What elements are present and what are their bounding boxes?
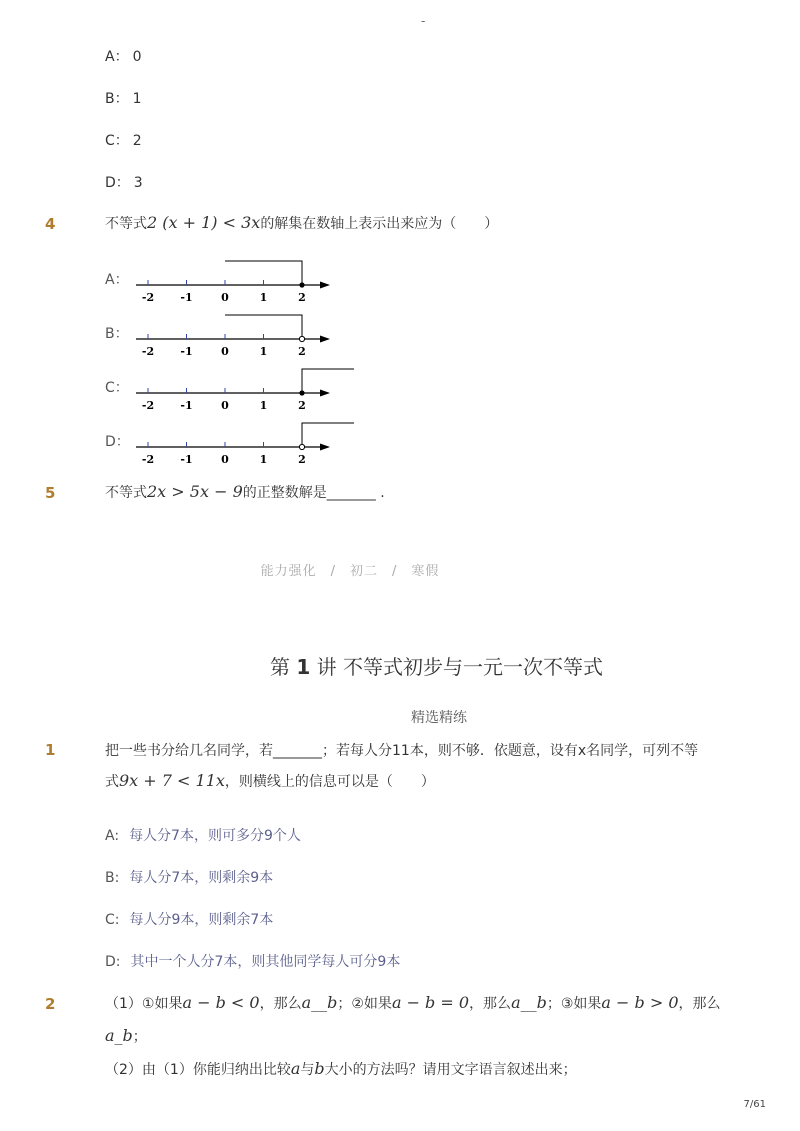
tick-label: 2 — [298, 453, 306, 466]
hollow-point — [299, 336, 304, 341]
tick-label: 1 — [259, 399, 268, 412]
tick-label: 0 — [221, 453, 229, 466]
option-a: A: 每人分7本，则可多分9个人 — [105, 828, 301, 844]
axis-arrow — [320, 444, 330, 451]
page-number: 7/61 — [743, 1099, 766, 1110]
question-text-line1: 把一些书分给几名同学，若_______；若每人分11本，则不够．依题意，设有x名同学，可列不等 — [105, 743, 699, 759]
question-text-line1: （1）①如果a − b < 0，那么a__b；②如果a − b = 0，那么a__b；③如果a − b > 0，那么 — [105, 993, 721, 1012]
tick-label: -1 — [180, 345, 193, 358]
option-b: B： 1 — [105, 91, 142, 107]
option-b-label: B： — [105, 326, 129, 342]
solution-bracket — [302, 423, 354, 447]
solution-bracket — [302, 369, 354, 393]
tick-label: -1 — [180, 399, 193, 412]
question-text: 不等式2x > 5x − 9的正整数解是_______ . — [105, 482, 385, 501]
tick-label: -2 — [141, 399, 155, 412]
section-header-note: 能力强化 / 初二 / 寒假 — [260, 564, 440, 579]
solid-point — [299, 390, 304, 395]
axis-arrow — [320, 390, 330, 397]
tick-label: -2 — [141, 345, 155, 358]
tick-label: 0 — [221, 399, 229, 412]
tick-label: 2 — [298, 345, 306, 358]
tick-label: 0 — [221, 291, 229, 304]
question-text-line2: 式9x + 7 < 11x，则横线上的信息可以是（ ） — [105, 771, 435, 790]
tick-label: -1 — [180, 291, 193, 304]
option-c: C： 2 — [105, 133, 142, 149]
number-line-d — [130, 417, 370, 469]
question-number: 4 — [45, 215, 56, 233]
question-text: 不等式2 (x + 1) < 3x的解集在数轴上表示出来应为（ ） — [105, 213, 499, 232]
tick-label: 2 — [298, 399, 306, 412]
section-subtitle: 精选精练 — [411, 710, 467, 726]
option-a-label: A： — [105, 272, 129, 288]
option-d: D： 3 — [105, 175, 143, 191]
hollow-point — [299, 444, 304, 449]
option-d-label: D： — [105, 434, 130, 450]
solid-point — [299, 282, 304, 287]
axis-arrow — [320, 336, 330, 343]
number-line-b — [130, 309, 370, 361]
question-number: 5 — [45, 484, 56, 502]
tick-label: 1 — [259, 345, 268, 358]
question-text-line3: （2）由（1）你能归纳出比较a与b大小的方法吗？请用文字语言叙述出来； — [105, 1059, 577, 1078]
option-d: D: 其中一个人分7本，则其他同学每人可分9本 — [105, 954, 401, 970]
question-text-line2: a_b； — [105, 1026, 147, 1045]
tick-label: 2 — [298, 291, 306, 304]
question-number: 2 — [45, 995, 56, 1013]
tick-label: -2 — [141, 453, 155, 466]
tick-label: 1 — [259, 291, 268, 304]
option-c: C: 每人分9本，则剩余7本 — [105, 912, 274, 928]
axis-arrow — [320, 282, 330, 289]
option-b: B: 每人分7本，则剩余9本 — [105, 870, 274, 886]
number-line-c — [130, 363, 370, 415]
lesson-title: 第 1 讲 不等式初步与一元一次不等式 — [270, 655, 603, 679]
option-a: A： 0 — [105, 49, 142, 65]
tick-label: 0 — [221, 345, 229, 358]
top-mark: - — [421, 14, 426, 28]
number-line-a — [130, 255, 370, 307]
tick-label: -2 — [141, 291, 155, 304]
tick-label: 1 — [259, 453, 268, 466]
question-number: 1 — [45, 741, 56, 759]
tick-label: -1 — [180, 453, 193, 466]
option-c-label: C： — [105, 380, 129, 396]
